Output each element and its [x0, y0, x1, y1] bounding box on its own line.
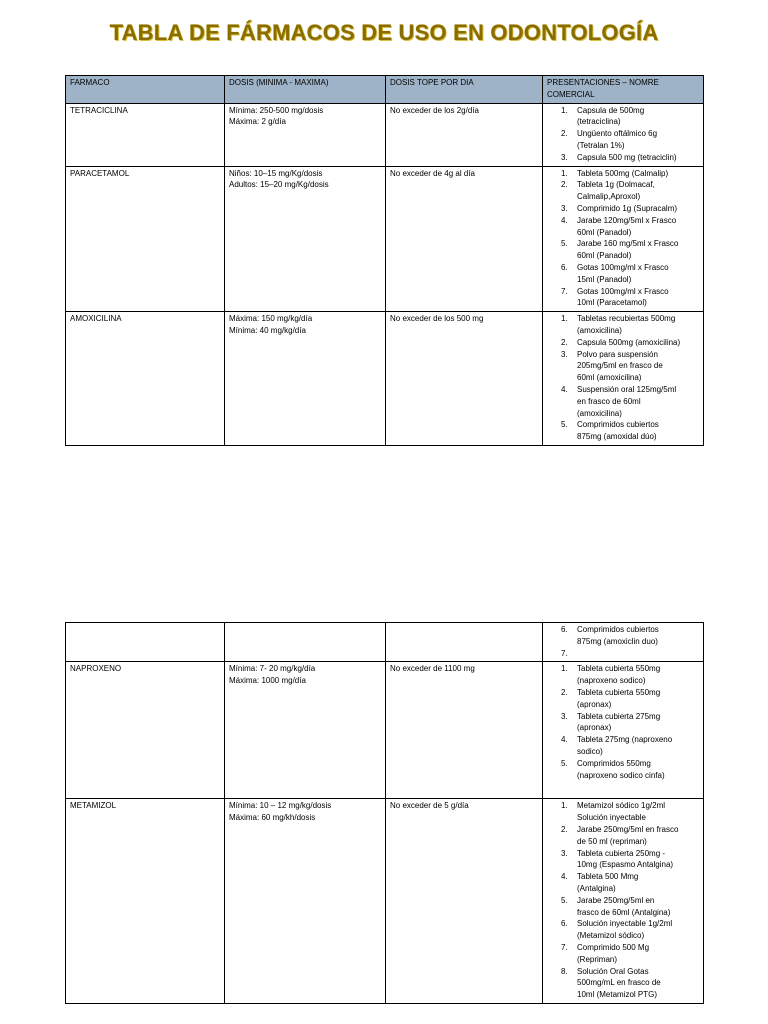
- item-text: (tetraciclina): [577, 117, 621, 127]
- cell-dosis: [225, 623, 386, 662]
- list-item: [547, 203, 699, 215]
- list-item: [547, 871, 699, 895]
- table-body: [66, 103, 704, 445]
- list-item: [547, 105, 699, 129]
- dosis-line: Máxima: 2 g/día: [229, 117, 286, 127]
- table-row: [66, 662, 704, 799]
- item-number: 3.: [561, 152, 568, 162]
- item-text: Tableta 275mg (naproxeno: [577, 735, 673, 745]
- cell-tope: No exceder de los 500 mg: [386, 312, 543, 446]
- cell-farmaco: TETRACICLINA: [66, 103, 225, 166]
- item-text: 60ml (Panadol): [577, 227, 632, 237]
- item-number: 3.: [561, 349, 568, 359]
- list-item: [547, 349, 699, 384]
- item-number: 6.: [561, 919, 568, 929]
- item-text: 10mg (Espasmo Antalgina): [577, 860, 674, 870]
- dosis-line: Máxima: 60 mg/kh/dosis: [229, 813, 316, 823]
- item-text: Capsula 500 mg (tetraciclin): [577, 152, 677, 162]
- item-text: [577, 648, 699, 660]
- dosis-line: Mínima: 40 mg/kg/día: [229, 325, 306, 335]
- cell-presentaciones: [543, 103, 704, 166]
- presentations-list: [547, 663, 699, 781]
- item-text: 875mg (amoxiclin duo): [577, 636, 658, 646]
- presentations-list: [547, 800, 699, 1001]
- table-row: [66, 799, 704, 1004]
- item-number: 4.: [561, 384, 568, 394]
- cell-presentaciones: [543, 166, 704, 312]
- header-presentaciones: PRESENTACIONES – NOMRE COMERCIAL: [543, 76, 704, 104]
- item-number: 4.: [561, 735, 568, 745]
- list-item: [547, 168, 699, 180]
- header-dosis: DOSIS (MINIMA - MAXIMA): [225, 76, 386, 104]
- item-text: 205mg/5ml en frasco de: [577, 361, 663, 371]
- cell-presentaciones: [543, 662, 704, 799]
- presentations-list: [547, 105, 699, 164]
- item-number: 2.: [561, 824, 568, 834]
- item-text: Comprimido 1g (Supracalm): [577, 203, 678, 213]
- list-item: [547, 262, 699, 286]
- item-text: Tableta cubierta 275mg: [577, 711, 661, 721]
- list-item: [547, 286, 699, 310]
- cell-tope: [386, 623, 543, 662]
- item-text: (Repriman): [577, 954, 618, 964]
- list-item: [547, 918, 699, 942]
- item-number: 1.: [561, 168, 568, 178]
- item-text: (Antalgina): [577, 883, 616, 893]
- item-text: (Metamizol sódico): [577, 931, 645, 941]
- dosis-line: Máxima: 150 mg/kg/día: [229, 314, 313, 324]
- list-item: [547, 895, 699, 919]
- table-row: [66, 312, 704, 446]
- dosis-line: Niños: 10–15 mg/Kg/dosis: [229, 168, 323, 178]
- cell-farmaco: NAPROXENO: [66, 662, 225, 799]
- list-item: [547, 966, 699, 1001]
- item-text: Solución Oral Gotas: [577, 966, 649, 976]
- item-text: 875mg (amoxidal dúo): [577, 432, 657, 442]
- item-text: Solución inyectable: [577, 813, 646, 823]
- item-text: Gotas 100mg/ml x Frasco: [577, 286, 669, 296]
- cell-dosis: [225, 799, 386, 1004]
- item-number: 3.: [561, 711, 568, 721]
- item-text: (apronax): [577, 699, 612, 709]
- item-text: Metamizol sódico 1g/2ml: [577, 801, 666, 811]
- list-item: [547, 313, 699, 337]
- table-body: [66, 623, 704, 1004]
- item-text: (amoxicilina): [577, 408, 622, 418]
- item-number: 4.: [561, 872, 568, 882]
- dosis-line: Adultos: 15–20 mg/Kg/dosis: [229, 180, 329, 190]
- cell-presentaciones: [543, 312, 704, 446]
- list-item: [547, 624, 699, 648]
- item-text: Tableta cubierta 550mg: [577, 687, 661, 697]
- item-number: 6.: [561, 625, 568, 634]
- cell-presentaciones: [543, 799, 704, 1004]
- item-text: (naproxeno sodico cinfa): [577, 770, 665, 780]
- list-item: [547, 238, 699, 262]
- cell-farmaco: PARACETAMOL: [66, 166, 225, 312]
- cell-dosis: [225, 312, 386, 446]
- item-text: Tableta cubierta 550mg: [577, 664, 661, 674]
- item-text: 60ml (amoxicilina): [577, 373, 642, 383]
- item-number: 2.: [561, 687, 568, 697]
- item-number: 4.: [561, 215, 568, 225]
- item-text: (Tetralan 1%): [577, 140, 625, 150]
- item-number: 1.: [561, 801, 568, 811]
- item-number: 5.: [561, 758, 568, 768]
- item-number: 7.: [561, 942, 568, 952]
- cell-tope: No exceder de 4g al día: [386, 166, 543, 312]
- item-number: 8.: [561, 966, 568, 976]
- item-text: Jarabe 250mg/5ml en: [577, 895, 655, 905]
- item-number: 3.: [561, 848, 568, 858]
- cell-dosis: [225, 103, 386, 166]
- item-text: 500mg/mL en frasco de: [577, 978, 661, 988]
- dosis-line: Mínima: 7- 20 mg/kg/día: [229, 664, 316, 674]
- item-text: Jarabe 250mg/5ml en frasco: [577, 824, 679, 834]
- item-number: 2.: [561, 180, 568, 190]
- presentations-list: [547, 624, 699, 659]
- item-number: 5.: [561, 420, 568, 430]
- presentations-list: [547, 313, 699, 443]
- list-item: [547, 152, 699, 164]
- item-text: Calmalip,Aproxol): [577, 192, 641, 202]
- item-text: en frasco de 60ml: [577, 396, 641, 406]
- cell-dosis: [225, 662, 386, 799]
- cell-farmaco: METAMIZOL: [66, 799, 225, 1004]
- item-text: 10ml (Paracetamol): [577, 298, 647, 308]
- dosis-line: Mínima: 250-500 mg/dosis: [229, 105, 324, 115]
- table-row: [66, 623, 704, 662]
- item-text: (naproxeno sodico): [577, 676, 646, 686]
- item-text: (apronax): [577, 723, 612, 733]
- cell-farmaco: AMOXICILINA: [66, 312, 225, 446]
- list-item: [547, 384, 699, 419]
- item-text: Capsula 500mg (amoxicilina): [577, 337, 681, 347]
- drug-table: [65, 75, 704, 446]
- header-farmaco: FARMACO: [66, 76, 225, 104]
- header-tope: DOSIS TOPE POR DIA: [386, 76, 543, 104]
- page-title: TABLA DE FÁRMACOS DE USO EN ODONTOLOGÍA: [109, 20, 659, 45]
- item-text: frasco de 60ml (Antalgina): [577, 907, 671, 917]
- item-number: 7.: [561, 648, 568, 658]
- cell-presentaciones: [543, 623, 704, 662]
- presentations-list: [547, 168, 699, 310]
- item-number: 5.: [561, 895, 568, 905]
- item-text: Ungüento oftálmico 6g: [577, 129, 658, 139]
- cell-tope: No exceder de 5 g/día: [386, 799, 543, 1004]
- item-text: Tableta 500mg (Calmalip): [577, 168, 669, 178]
- item-text: Polvo para suspensión: [577, 349, 658, 359]
- list-item: [547, 824, 699, 848]
- cell-tope: No exceder de 1100 mg: [386, 662, 543, 799]
- item-text: Suspensión oral 125mg/5ml: [577, 384, 677, 394]
- item-number: 2.: [561, 129, 568, 139]
- list-item: [547, 337, 699, 349]
- list-item: [547, 215, 699, 239]
- item-text: Tabletas recubiertas 500mg: [577, 314, 676, 324]
- list-item: [547, 942, 699, 966]
- cell-dosis: [225, 166, 386, 312]
- item-text: de 50 ml (repriman): [577, 836, 647, 846]
- cell-farmaco: [66, 623, 225, 662]
- dosis-line: Mínima: 10 – 12 mg/kg/dosis: [229, 801, 332, 811]
- item-text: Tableta cubierta 250mg -: [577, 848, 666, 858]
- list-item: [547, 734, 699, 758]
- item-text: Comprimidos cubiertos: [577, 420, 659, 430]
- item-number: 7.: [561, 286, 568, 296]
- list-item: [547, 179, 699, 203]
- table-row: [66, 103, 704, 166]
- list-item: [547, 711, 699, 735]
- list-item: [547, 419, 699, 443]
- item-text: Jarabe 120mg/5ml x Frasco: [577, 215, 677, 225]
- item-text: Comprimidos 550mg: [577, 758, 651, 768]
- item-text: Gotas 100mg/ml x Frasco: [577, 262, 669, 272]
- list-item: [547, 848, 699, 872]
- list-item: [547, 663, 699, 687]
- item-text: Tableta 500 Mmg: [577, 872, 639, 882]
- list-item: [547, 687, 699, 711]
- item-number: 1.: [561, 664, 568, 674]
- item-text: Comprimido 500 Mg: [577, 942, 650, 952]
- item-text: 10ml (Metamizol PTG): [577, 990, 658, 1000]
- item-text: 15ml (Panadol): [577, 274, 632, 284]
- item-text: Solución inyectable 1g/2ml: [577, 919, 673, 929]
- item-text: Tableta 1g (Dolmacaf,: [577, 180, 655, 190]
- cell-tope: No exceder de los 2g/día: [386, 103, 543, 166]
- list-item: [547, 128, 699, 152]
- item-text: sodico): [577, 746, 603, 756]
- item-number: 3.: [561, 203, 568, 213]
- item-number: 1.: [561, 314, 568, 324]
- item-number: 6.: [561, 262, 568, 272]
- item-text: Capsula de 500mg: [577, 105, 645, 115]
- list-item: [547, 758, 699, 782]
- item-text: (amoxicilina): [577, 325, 622, 335]
- list-item: [547, 648, 699, 660]
- item-text: Jarabe 160 mg/5ml x Frasco: [577, 239, 679, 249]
- drug-table-continued: [65, 622, 704, 1004]
- item-number: 2.: [561, 337, 568, 347]
- item-number: 5.: [561, 239, 568, 249]
- item-text: Comprimidos cubiertos: [577, 625, 659, 634]
- list-item: [547, 800, 699, 824]
- dosis-line: Máxima: 1000 mg/día: [229, 676, 306, 686]
- item-number: 1.: [561, 105, 568, 115]
- item-text: 60ml (Panadol): [577, 251, 632, 261]
- table-row: [66, 166, 704, 312]
- table-header-row: [66, 76, 704, 104]
